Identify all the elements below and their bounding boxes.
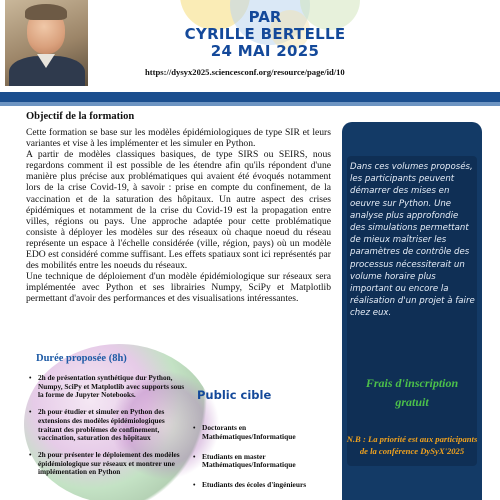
duration-item-text: 2h de présentation synthétique dur Python, Numpy, SciPy et Matplotlib avec supports sous la forme de Jupyter Notebooks. [38,373,185,400]
bullet-icon: • [29,450,32,459]
audience-item-text: Doctorants en Mathématiques/Informatique [202,423,296,441]
bullet-icon: • [193,452,196,461]
audience-item-text: Etudiants des écoles d'ingénieurs [202,480,307,490]
bullet-icon: • [193,481,196,490]
list-item [28,451,188,477]
audience-item-text: Etudiants en master Mathématiques/Informatique [202,451,296,470]
event-date: 24 MAI 2025 [210,42,320,60]
objective-heading: Objectif de la formation [26,111,135,122]
duration-item-text: 2h pour présenter le déploiement des modèles épidémiologique sur réseaux et montrer une implémentation en Python [38,449,180,477]
list-item [192,424,332,442]
resource-url[interactable]: https://dysyx2025.sciencesconf.org/resource/page/id/10 [145,67,345,77]
bullet-icon: • [29,408,32,417]
objective-paragraph: Une technique de déploiement d'un modèle épidémiologique sur réseaux sera implémentée avec Python et ses librairies Numpy, SciPy et Matplotlib permettant d'avoir des performances et des visualisations intéressantes. [26,271,331,305]
author-name: CYRILLE BERTELLE [184,25,346,43]
objective-body [26,127,331,305]
list-item [28,374,188,400]
header-banner [0,0,500,92]
audience-list [192,424,332,500]
bullet-icon: • [193,424,196,432]
sidebar-description: Dans ces volumes proposés, les participants peuvent démarrer des mises en oeuvre sur Python. Une analyse plus approfondie des simulations permettant de mieux maîtriser les paramètres de contrôle des processus nécessiterait un volume horaire plus important ou encore la réalisation d'un projet à faire chez eux. [350,162,475,319]
duration-list [28,374,188,485]
header-divider [0,92,500,102]
objective-paragraph: Cette formation se base sur les modèles épidémiologiques de type SIR et leurs variantes et vise à les implémenter et les simuler en Python. [26,127,331,150]
header-divider-light [0,102,500,106]
audience-heading: Public cible [197,388,272,402]
duration-heading: Durée proposée (8h) [36,353,127,364]
registration-fee: Frais d'inscription gratuit [365,376,459,409]
list-item [28,408,188,443]
duration-item-text: 2h pour étudier et simuler en Python des extensions des modèles épidémiologiques traitant des problèmes de confinement, vaccination, saturation des hôpitaux [38,407,165,443]
list-item [192,453,332,471]
list-item [192,481,332,490]
objective-paragraph: A partir de modèles classiques basiques, de type SIRS ou SEIRS, nous regardons comment il est possible de les étendre afin qu'ils répondent d'une manière plus précise aux problématiques qui avaient été évoqués notamment lors de la crise Covid-19, à savoir : prise en compte du confinement, de la vaccination et de la saturation des hôpitaux. Un autre aspect des crises épidémiques et notamment de la crise du Covid-19 est la propagation entre villes, régions ou pays. Une approche adaptée pour cette problématique consiste à déployer les modèles sur des réseaux où chaque noeud du réseau représente un espace à l'échelle considérée (ville, région, pays) où un modèle EDO est considéré comme suffisant. Les effets spatiaux sont ici représentés par des mobilités entre les noeuds du réseaux. [26,149,331,272]
bullet-icon: • [29,374,32,382]
priority-note: N.B : La priorité est aux participants de la conférence DySyX'2025 [346,434,478,456]
by-label: PAR [248,8,282,26]
